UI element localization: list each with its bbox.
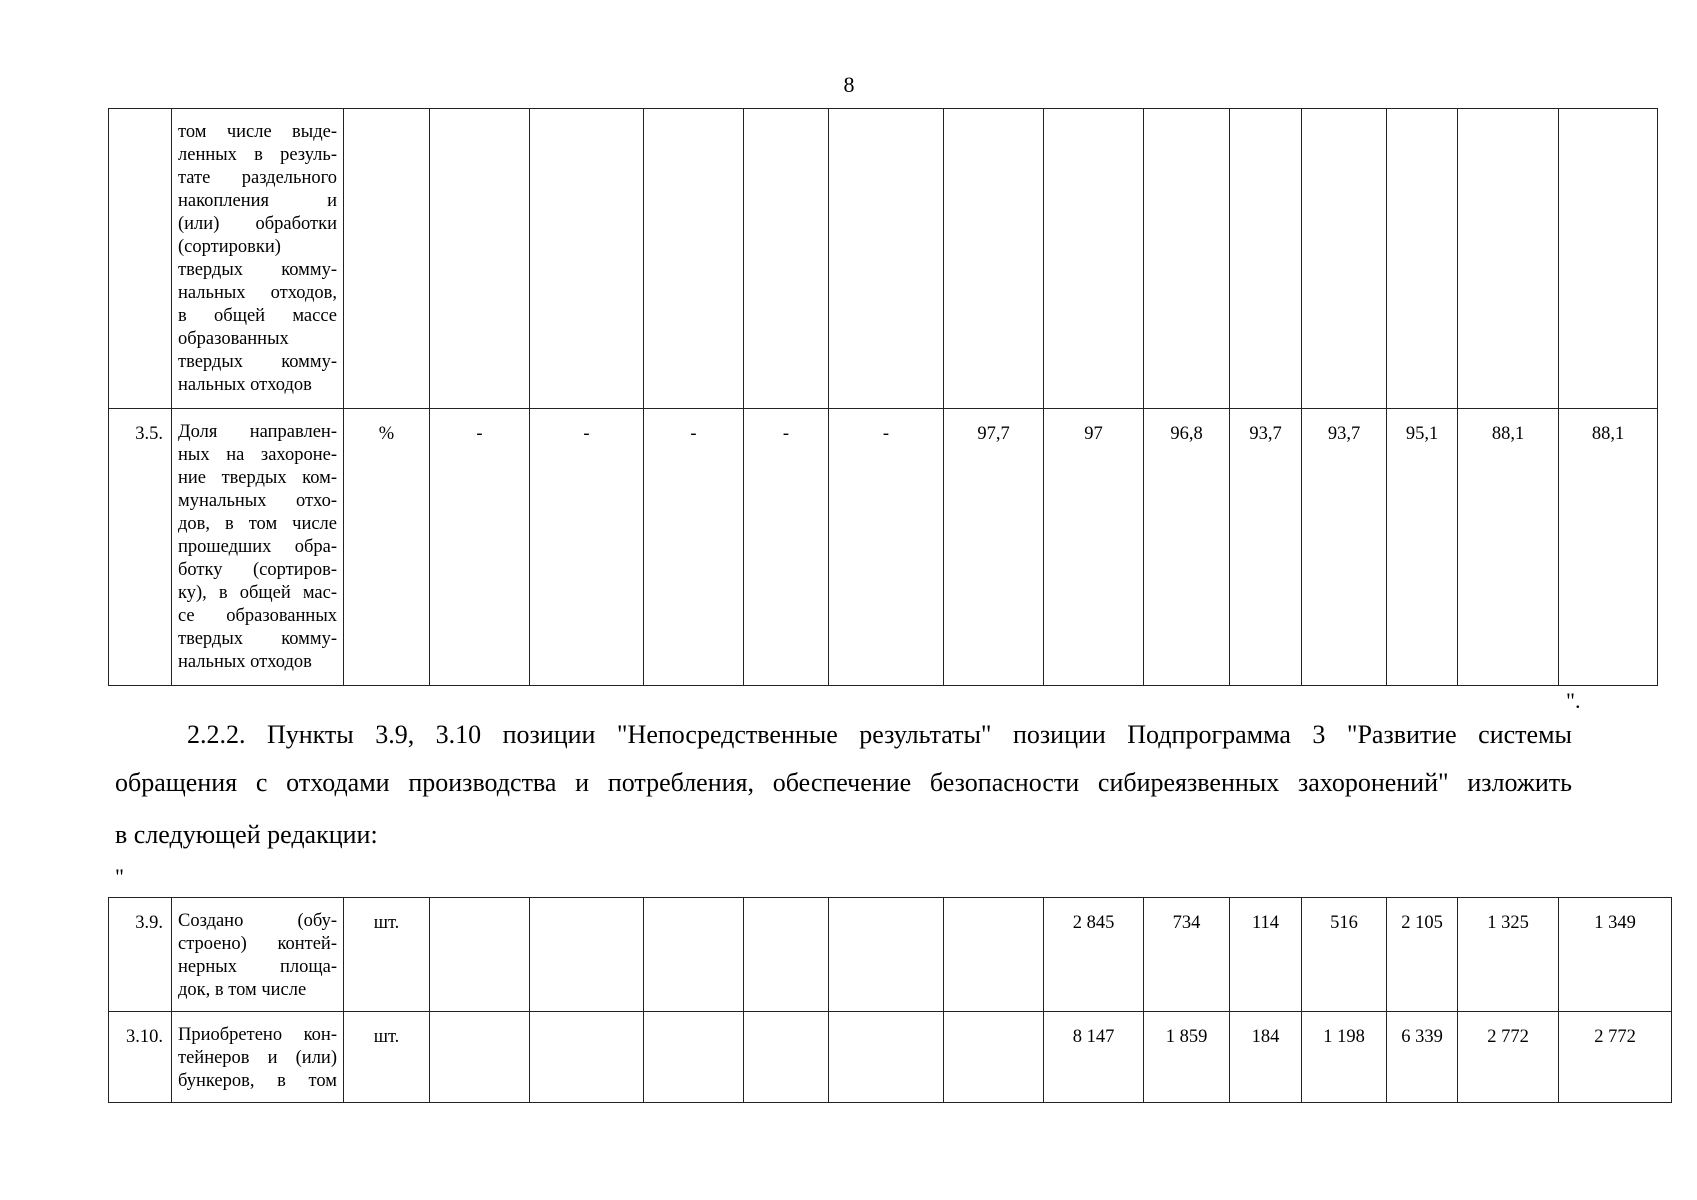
description-line: твердых комму- — [178, 352, 337, 372]
description-line: ку), в общей мас- — [178, 583, 337, 603]
description-line: (сортировки) — [178, 237, 281, 257]
row-description — [172, 1012, 344, 1103]
row-description — [172, 409, 344, 686]
description-line: нальных отходов, — [178, 283, 337, 303]
value-cell: 1 325 — [1458, 898, 1559, 1012]
value-cell: 97 — [1044, 409, 1144, 686]
value-cell — [1302, 109, 1387, 409]
value-cell: 88,1 — [1559, 409, 1658, 686]
value-cell: - — [430, 409, 530, 686]
indicators-table-continued — [108, 108, 1658, 686]
table-row — [109, 109, 1658, 409]
description-line: дов, в том числе — [178, 514, 337, 534]
description-line: тейнеров и (или) — [178, 1048, 337, 1068]
value-cell: 2 845 — [1044, 898, 1144, 1012]
value-cell: 516 — [1302, 898, 1387, 1012]
description-line: Приобретено кон- — [178, 1025, 337, 1045]
value-cell — [1144, 109, 1230, 409]
row-number: 3.9. — [109, 898, 172, 1012]
description-line: строено) контей- — [178, 934, 337, 954]
value-cell: 114 — [1230, 898, 1302, 1012]
description-line: ных на захороне- — [178, 445, 337, 465]
value-cell — [530, 898, 644, 1012]
value-cell — [744, 1012, 829, 1103]
description-line: образованных — [178, 329, 289, 349]
row-unit: шт. — [344, 898, 430, 1012]
value-cell: 93,7 — [1302, 409, 1387, 686]
description-line: Создано (обу- — [178, 911, 337, 931]
value-cell — [430, 109, 530, 409]
description-line: Доля направлен- — [178, 422, 337, 442]
value-cell — [829, 898, 944, 1012]
value-cell — [1230, 109, 1302, 409]
value-cell: 1 859 — [1144, 1012, 1230, 1103]
description-line: накопления и — [178, 191, 337, 211]
value-cell — [430, 898, 530, 1012]
value-cell: 95,1 — [1387, 409, 1458, 686]
value-cell — [944, 1012, 1044, 1103]
value-cell: 6 339 — [1387, 1012, 1458, 1103]
description-line: док, в том числе — [178, 980, 307, 1000]
paragraph-line-3: в следующей редакции: — [115, 820, 378, 849]
value-cell — [644, 1012, 744, 1103]
description-line: в общей массе — [178, 306, 337, 326]
description-line: (или) обработки — [178, 214, 337, 234]
value-cell — [829, 1012, 944, 1103]
value-cell: - — [644, 409, 744, 686]
value-cell — [644, 898, 744, 1012]
description-line: прошедших обра- — [178, 537, 337, 557]
table-row — [109, 409, 1658, 686]
value-cell: 88,1 — [1458, 409, 1559, 686]
row-description — [172, 109, 344, 409]
description-line: твердых комму- — [178, 260, 337, 280]
value-cell — [1559, 109, 1658, 409]
value-cell — [530, 1012, 644, 1103]
table-row — [109, 1012, 1672, 1103]
value-cell — [530, 109, 644, 409]
value-cell: - — [530, 409, 644, 686]
description-line: ние твердых ком- — [178, 468, 337, 488]
closing-quote: ". — [1566, 688, 1581, 713]
value-cell: 2 772 — [1458, 1012, 1559, 1103]
row-unit: шт. — [344, 1012, 430, 1103]
value-cell: - — [744, 409, 829, 686]
value-cell: 96,8 — [1144, 409, 1230, 686]
value-cell — [1044, 109, 1144, 409]
description-line: нальных отходов — [178, 375, 312, 395]
value-cell — [944, 109, 1044, 409]
value-cell: 1 198 — [1302, 1012, 1387, 1103]
description-line: ленных в резуль- — [178, 145, 337, 165]
value-cell: 97,7 — [944, 409, 1044, 686]
value-cell — [1458, 109, 1559, 409]
value-cell — [944, 898, 1044, 1012]
row-number: 3.10. — [109, 1012, 172, 1103]
value-cell: 734 — [1144, 898, 1230, 1012]
value-cell — [829, 109, 944, 409]
value-cell: - — [829, 409, 944, 686]
row-description — [172, 898, 344, 1012]
description-line: бункеров, в том — [178, 1071, 337, 1091]
value-cell — [430, 1012, 530, 1103]
row-number: 3.5. — [109, 409, 172, 686]
table-row — [109, 898, 1672, 1012]
value-cell: 2 772 — [1559, 1012, 1672, 1103]
row-unit — [344, 109, 430, 409]
value-cell: 93,7 — [1230, 409, 1302, 686]
description-line: мунальных отхо- — [178, 491, 337, 511]
direct-results-table — [108, 897, 1672, 1103]
value-cell — [1387, 109, 1458, 409]
row-unit: % — [344, 409, 430, 686]
paragraph-line-2: обращения с отходами производства и потребления, обеспечение безопасности сибиреязвенных захоронений" изложить — [115, 768, 1572, 797]
value-cell: 8 147 — [1044, 1012, 1144, 1103]
description-line: нерных площа- — [178, 957, 337, 977]
opening-quote: " — [115, 864, 124, 889]
value-cell: 2 105 — [1387, 898, 1458, 1012]
description-line: твердых комму- — [178, 629, 337, 649]
page-number: 8 — [843, 72, 855, 97]
description-line: тате раздельного — [178, 168, 337, 188]
value-cell — [744, 109, 829, 409]
value-cell: 1 349 — [1559, 898, 1672, 1012]
value-cell: 184 — [1230, 1012, 1302, 1103]
value-cell — [744, 898, 829, 1012]
description-line: том числе выде- — [178, 122, 337, 142]
row-number — [109, 109, 172, 409]
description-line: се образованных — [178, 606, 337, 626]
paragraph-line-1: 2.2.2. Пункты 3.9, 3.10 позиции "Непосредственные результаты" позиции Подпрограмма 3 "Развитие системы — [187, 720, 1572, 749]
description-line: нальных отходов — [178, 652, 312, 672]
value-cell — [644, 109, 744, 409]
description-line: ботку (сортиров- — [178, 560, 337, 580]
